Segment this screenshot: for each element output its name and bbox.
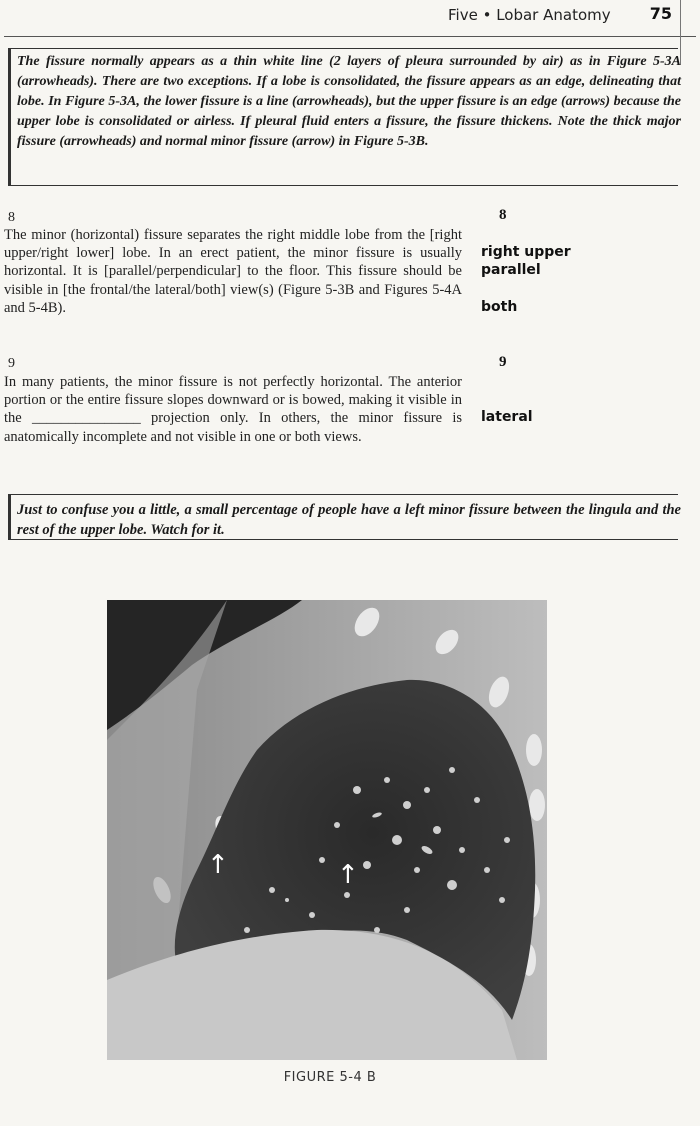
note2-rule-bottom	[8, 539, 678, 540]
left-minor-fissure-note-text: Just to confuse you a little, a small percentage of people have a left minor fissure between the lingula and the rest of the upper lobe. Watch for it.	[17, 502, 681, 538]
note-rule-bottom	[8, 185, 678, 186]
figure-caption: FIGURE 5-4 B	[283, 1070, 377, 1085]
fissure-arrow-right: ↑	[337, 860, 359, 890]
answer-8c: both	[481, 299, 518, 315]
chapter-title: Five • Lobar Anatomy	[448, 6, 611, 24]
fissure-arrow-left: ↑	[207, 850, 229, 880]
ct-lung-image	[107, 600, 547, 1060]
page-number: 75	[649, 4, 672, 23]
note-rule-top	[8, 48, 678, 49]
answer-number-9: 9	[499, 354, 507, 370]
frame-number-8: 8	[8, 210, 15, 225]
header-rule	[4, 36, 696, 37]
fissure-note-text: The fissure normally appears as a thin white line (2 layers of pleura surrounded by air) as in Figure 5-3A (arrowheads). There are two exceptions. If a lobe is consolidated, the fissure appears as an edge, delineating that lobe. In Figure 5-3A, the lower fissure is a line (arrowheads), but the upper fissure is an edge (arrows) because the upper lobe is consolidated or airless. If pleural fluid enters a fissure, the fissure thickens. Note the thick major fissure (arrowheads) and normal minor fissure (arrow) in Figure 5-3B.	[17, 54, 681, 149]
frame-number-9: 9	[8, 356, 15, 371]
left-minor-fissure-note-box	[8, 494, 681, 540]
ct-image-figure	[107, 600, 547, 1060]
answer-8b: parallel	[481, 262, 541, 278]
fissure-note-box	[8, 48, 681, 186]
note2-rule-top	[8, 494, 678, 495]
frame-9-question: In many patients, the minor fissure is not perfectly horizontal. The anterior portion or the entire fissure slopes downward or is bowed, making it visible in the _______________ projection only. In others, the minor fissure is anatomically incomplete and not visible in one or both views.	[4, 374, 462, 445]
answer-8a: right upper	[481, 244, 571, 260]
answer-number-8: 8	[499, 207, 507, 223]
answer-9: lateral	[481, 409, 533, 425]
frame-8-question: The minor (horizontal) fissure separates the right middle lobe from the [right upper/right lower] lobe. In an erect patient, the minor fissure is usually horizontal. It is [parallel/perpendicular] to the floor. This fissure should be visible in [the frontal/the lateral/both] view(s) (Figure 5-3B and Figures 5-4A and 5-4B).	[4, 227, 462, 316]
